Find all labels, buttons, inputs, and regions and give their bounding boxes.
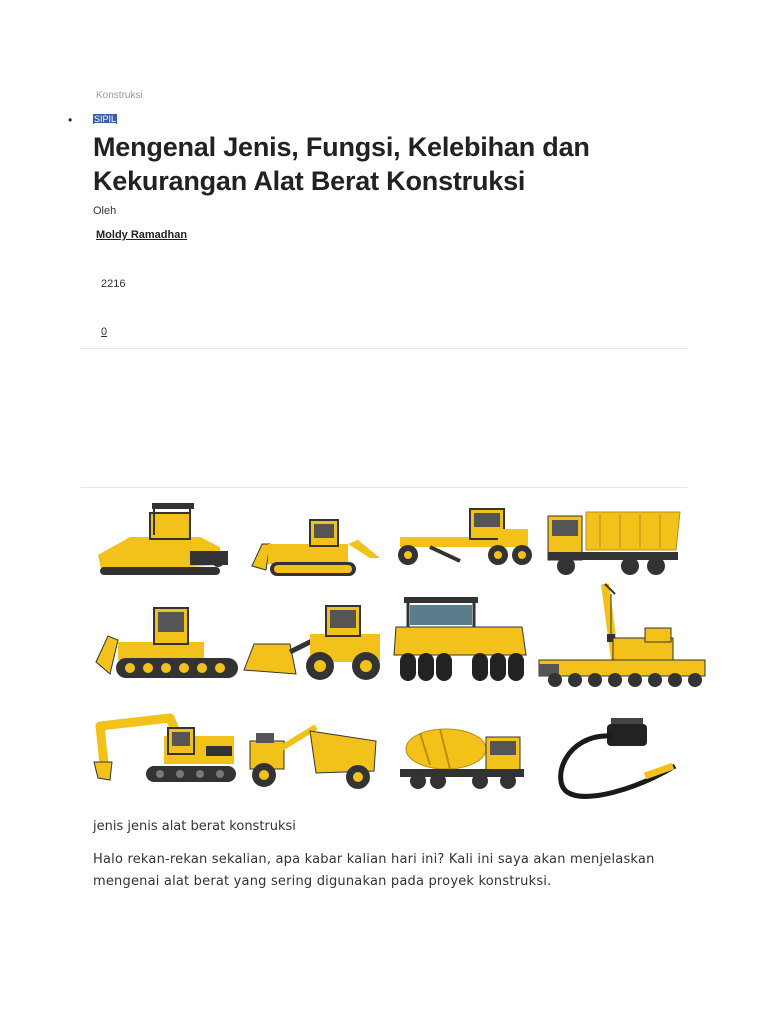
comment-count-link[interactable]: 0 xyxy=(101,326,108,338)
list-bullet: • xyxy=(68,113,73,127)
category-tag-link[interactable]: SIPIL xyxy=(94,114,117,124)
concrete-mixer-truck-icon xyxy=(390,715,540,810)
heavy-equipment-figure xyxy=(90,495,710,810)
figure-caption: jenis jenis alat berat konstruksi xyxy=(93,819,296,834)
concrete-vibrator-icon xyxy=(545,710,695,805)
motor-grader-icon xyxy=(390,495,540,590)
divider xyxy=(81,348,687,349)
article-title: Mengenal Jenis, Fungsi, Kelebihan dan Kekurangan Alat Berat Konstruksi xyxy=(93,132,590,196)
view-count: 2216 xyxy=(101,278,126,290)
pneumatic-roller-icon xyxy=(390,593,540,688)
breadcrumb[interactable]: Konstruksi xyxy=(96,90,143,101)
wheel-loader-icon xyxy=(240,600,390,695)
excavator-icon xyxy=(90,710,240,805)
mobile-crane-icon xyxy=(535,580,710,695)
bulldozer-icon xyxy=(240,500,390,595)
crawler-dozer-icon xyxy=(90,600,240,695)
asphalt-paver-icon xyxy=(90,495,240,590)
divider xyxy=(81,487,687,488)
intro-paragraph: Halo rekan-rekan sekalian, apa kabar kalian hari ini? Kali ini saya akan menjelaskan mengenai alat berat yang sering digunakan pada proyek konstruksi. xyxy=(93,852,655,889)
by-label: Oleh xyxy=(93,205,117,217)
scraper-icon xyxy=(240,713,390,808)
author-link[interactable]: Moldy Ramadhan xyxy=(96,229,188,241)
